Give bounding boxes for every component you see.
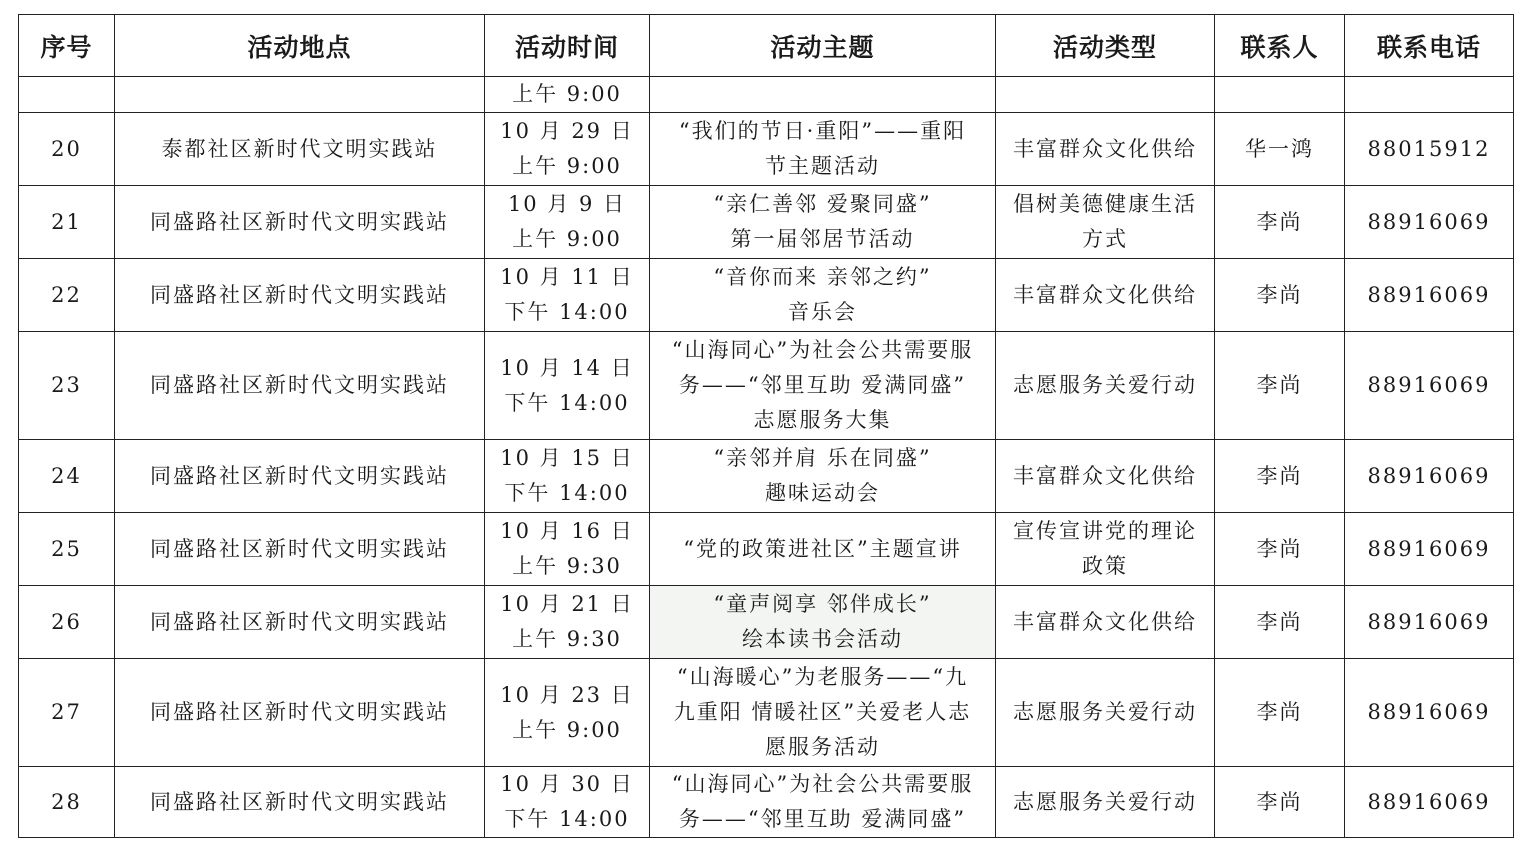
header-time: 活动时间 — [485, 15, 650, 77]
theme-line: “亲邻并肩 乐在同盛” — [713, 446, 932, 470]
type-line: 志愿服务关爱行动 — [1013, 789, 1197, 814]
theme-line: “山海暖心”为老服务——“九 — [676, 665, 969, 689]
table-row — [19, 186, 1514, 259]
cell-contact: 李尚 — [1215, 332, 1345, 440]
cell-contact: 李尚 — [1215, 513, 1345, 586]
date-line: 10 月 11 日 — [500, 265, 634, 289]
cell-phone: 88916069 — [1345, 513, 1514, 586]
cell-phone: 88916069 — [1345, 332, 1514, 440]
theme-line: 愿服务活动 — [765, 735, 880, 759]
date-line: 10 月 30 日 — [500, 772, 634, 796]
cell-contact — [1215, 77, 1345, 113]
theme-line: 务——“邻里互助 爱满同盛” — [678, 373, 967, 397]
header-place: 活动地点 — [115, 15, 485, 77]
cell-no: 24 — [19, 440, 115, 513]
cell-no: 21 — [19, 186, 115, 259]
date-line: 10 月 15 日 — [500, 446, 634, 470]
cell-theme — [650, 186, 996, 259]
cell-place: 同盛路社区新时代文明实践站 — [115, 659, 485, 767]
cell-time — [485, 113, 650, 186]
cell-phone: 88916069 — [1345, 259, 1514, 332]
theme-line: “亲仁善邻 爱聚同盛” — [713, 192, 932, 216]
time-line: 下午 14:00 — [504, 300, 630, 324]
cell-theme — [650, 659, 996, 767]
cell-place: 同盛路社区新时代文明实践站 — [115, 586, 485, 659]
cell-contact: 李尚 — [1215, 259, 1345, 332]
cell-no: 28 — [19, 767, 115, 838]
cell-no: 23 — [19, 332, 115, 440]
header-row — [19, 15, 1514, 77]
cell-place: 同盛路社区新时代文明实践站 — [115, 332, 485, 440]
time-line: 上午 9:30 — [512, 627, 622, 651]
cell-type — [996, 113, 1215, 186]
theme-line: “音你而来 亲邻之约” — [713, 265, 932, 289]
activity-schedule-table — [18, 14, 1514, 838]
cell-place: 同盛路社区新时代文明实践站 — [115, 186, 485, 259]
cell-phone — [1345, 77, 1514, 113]
date-line: 10 月 9 日 — [507, 192, 627, 216]
table-row — [19, 586, 1514, 659]
theme-line: 音乐会 — [788, 300, 857, 324]
cell-type — [996, 586, 1215, 659]
cell-phone: 88916069 — [1345, 186, 1514, 259]
cell-theme — [650, 259, 996, 332]
theme-line: 务——“邻里互助 爱满同盛” — [678, 807, 967, 831]
time-line: 上午 9:00 — [512, 82, 622, 106]
header-phone: 联系电话 — [1345, 15, 1514, 77]
date-line: 10 月 29 日 — [500, 119, 634, 143]
cell-time — [485, 259, 650, 332]
cell-phone: 88916069 — [1345, 767, 1514, 838]
cell-place — [115, 77, 485, 113]
cell-time — [485, 767, 650, 838]
cell-type — [996, 77, 1215, 113]
cell-no: 25 — [19, 513, 115, 586]
table-row — [19, 332, 1514, 440]
type-line: 宣传宣讲党的理论 — [1013, 519, 1197, 543]
table-row — [19, 767, 1514, 838]
cell-place: 同盛路社区新时代文明实践站 — [115, 440, 485, 513]
theme-line: 志愿服务大集 — [753, 408, 892, 432]
theme-line: 绘本读书会活动 — [742, 627, 903, 651]
cell-contact: 李尚 — [1215, 186, 1345, 259]
cell-type — [996, 259, 1215, 332]
time-line: 上午 9:00 — [512, 227, 622, 251]
type-line: 政策 — [1082, 554, 1128, 578]
cell-time — [485, 586, 650, 659]
cell-time — [485, 513, 650, 586]
type-line: 倡树美德健康生活 — [1013, 192, 1197, 216]
continuation-row — [19, 77, 1514, 113]
cell-no: 26 — [19, 586, 115, 659]
theme-line: “我们的节日·重阳”——重阳 — [678, 119, 967, 143]
cell-place: 泰都社区新时代文明实践站 — [115, 113, 485, 186]
table-row — [19, 659, 1514, 767]
cell-place: 同盛路社区新时代文明实践站 — [115, 259, 485, 332]
cell-theme — [650, 113, 996, 186]
cell-type — [996, 767, 1215, 838]
cell-contact: 李尚 — [1215, 659, 1345, 767]
theme-line: 趣味运动会 — [765, 481, 880, 505]
theme-line: “党的政策进社区”主题宣讲 — [683, 536, 962, 561]
theme-line: 节主题活动 — [765, 154, 880, 178]
table-row — [19, 113, 1514, 186]
table-row — [19, 440, 1514, 513]
date-line: 10 月 23 日 — [500, 682, 634, 707]
cell-type — [996, 440, 1215, 513]
header-theme: 活动主题 — [650, 15, 996, 77]
cell-theme — [650, 513, 996, 586]
cell-theme — [650, 586, 996, 659]
cell-theme — [650, 440, 996, 513]
theme-line: 九重阳 情暖社区”关爱老人志 — [673, 700, 972, 724]
cell-phone: 88916069 — [1345, 659, 1514, 767]
date-line: 10 月 14 日 — [500, 355, 634, 380]
cell-type — [996, 513, 1215, 586]
cell-time — [485, 186, 650, 259]
type-line: 丰富群众文化供给 — [1013, 463, 1197, 488]
cell-phone: 88015912 — [1345, 113, 1514, 186]
cell-theme — [650, 77, 996, 113]
time-line: 下午 14:00 — [504, 481, 630, 505]
type-line: 丰富群众文化供给 — [1013, 136, 1197, 161]
cell-contact: 李尚 — [1215, 767, 1345, 838]
cell-no: 22 — [19, 259, 115, 332]
table-body — [19, 77, 1514, 838]
cell-place: 同盛路社区新时代文明实践站 — [115, 513, 485, 586]
schedule-sheet — [18, 14, 1514, 838]
cell-type — [996, 186, 1215, 259]
cell-type — [996, 659, 1215, 767]
theme-line: “山海同心”为社会公共需要服 — [671, 338, 974, 362]
header-no: 序号 — [19, 15, 115, 77]
time-line: 上午 9:30 — [512, 554, 622, 578]
theme-line: 第一届邻居节活动 — [730, 227, 915, 251]
cell-time — [485, 332, 650, 440]
theme-line: “山海同心”为社会公共需要服 — [671, 772, 974, 796]
cell-place: 同盛路社区新时代文明实践站 — [115, 767, 485, 838]
cell-no: 20 — [19, 113, 115, 186]
type-line: 丰富群众文化供给 — [1013, 609, 1197, 634]
type-line: 志愿服务关爱行动 — [1013, 700, 1197, 724]
cell-phone: 88916069 — [1345, 440, 1514, 513]
cell-no: 27 — [19, 659, 115, 767]
type-line: 方式 — [1082, 227, 1128, 251]
cell-time — [485, 440, 650, 513]
cell-type — [996, 332, 1215, 440]
theme-line: “童声阅享 邻伴成长” — [713, 592, 932, 616]
type-line: 丰富群众文化供给 — [1013, 282, 1197, 307]
time-line: 上午 9:00 — [512, 717, 622, 742]
cell-no — [19, 77, 115, 113]
cell-phone: 88916069 — [1345, 586, 1514, 659]
date-line: 10 月 16 日 — [500, 519, 634, 543]
time-line: 下午 14:00 — [504, 390, 630, 415]
time-line: 上午 9:00 — [512, 154, 622, 178]
cell-contact: 李尚 — [1215, 586, 1345, 659]
cell-time — [485, 659, 650, 767]
time-line: 下午 14:00 — [504, 807, 630, 831]
table-row — [19, 259, 1514, 332]
table-row — [19, 513, 1514, 586]
cell-contact: 李尚 — [1215, 440, 1345, 513]
cell-contact: 华一鸿 — [1215, 113, 1345, 186]
type-line: 志愿服务关爱行动 — [1013, 373, 1197, 397]
date-line: 10 月 21 日 — [500, 592, 634, 616]
header-contact: 联系人 — [1215, 15, 1345, 77]
cell-theme — [650, 767, 996, 838]
cell-theme — [650, 332, 996, 440]
cell-time — [485, 77, 650, 113]
header-type: 活动类型 — [996, 15, 1215, 77]
